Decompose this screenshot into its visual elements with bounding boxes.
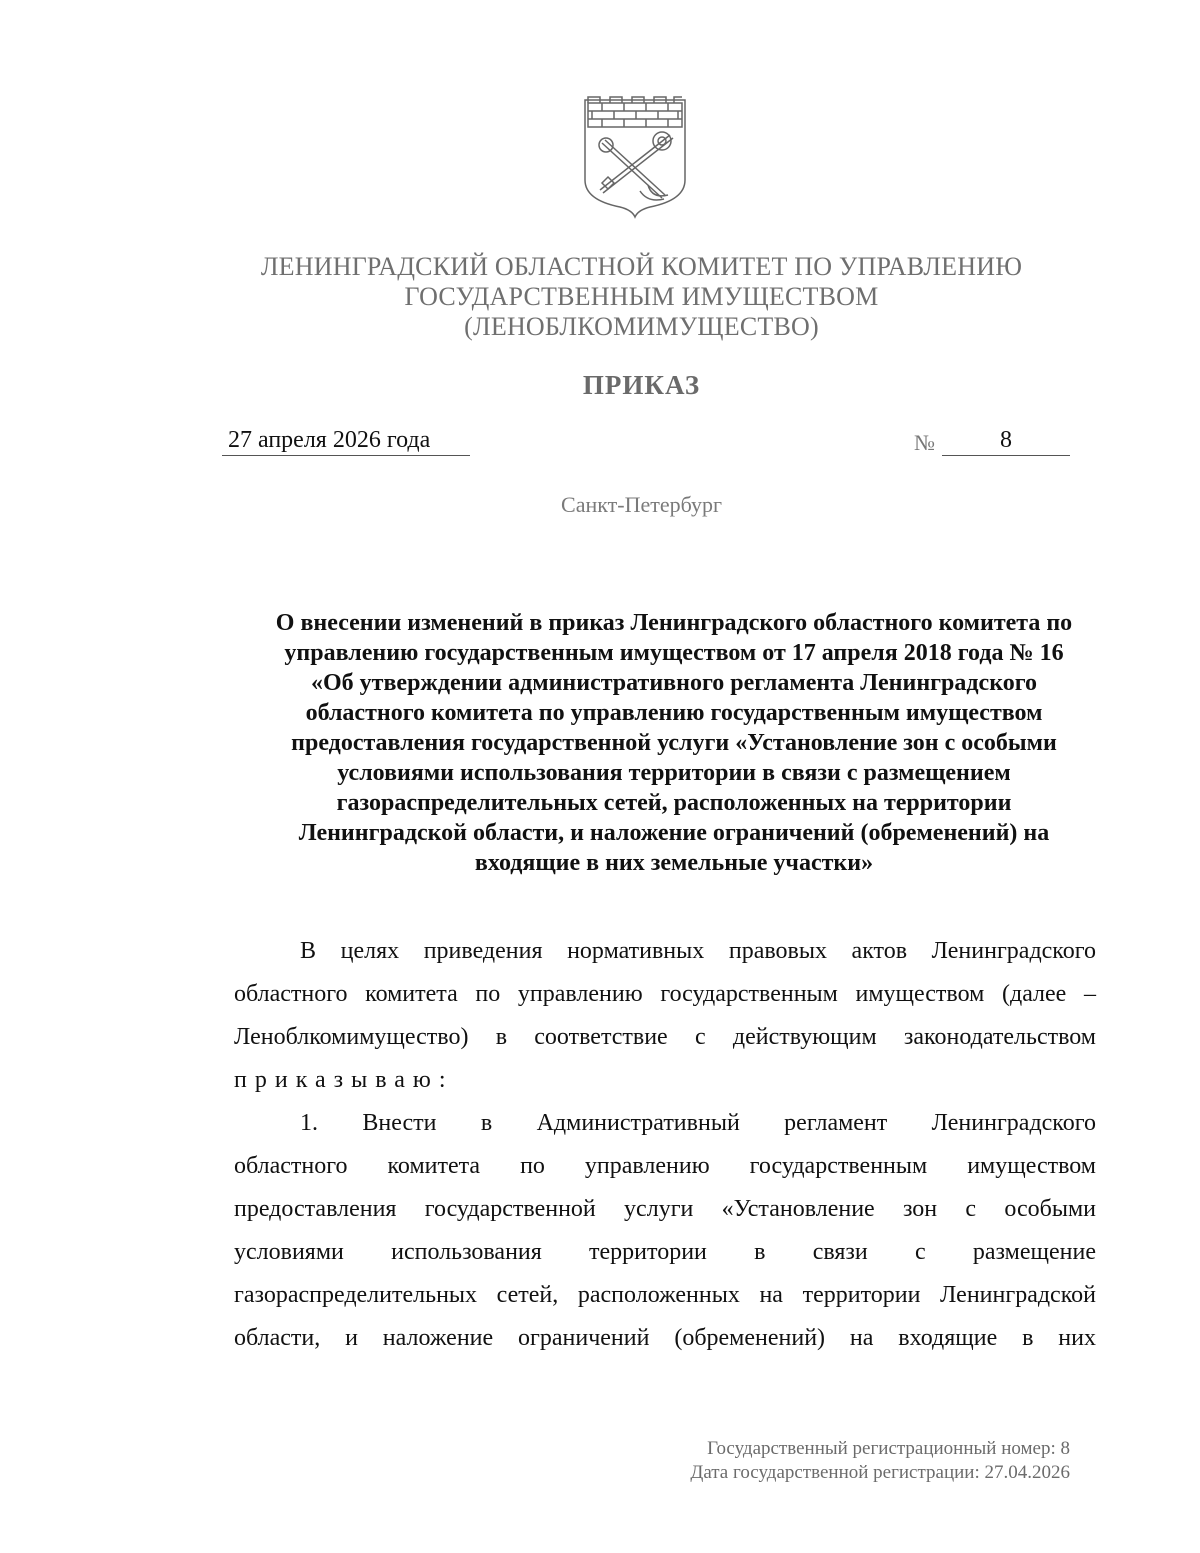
subject-line: газораспределительных сетей, расположенных на территории	[336, 790, 1012, 816]
city-name: Санкт-Петербург	[561, 492, 722, 517]
order-date: 27 апреля 2026 года	[222, 425, 470, 456]
body-line: В целях приведения нормативных правовых актов Ленинградского	[300, 938, 1096, 964]
subject-line: условиями использования территории в связи с размещением	[337, 760, 1011, 786]
order-number-label: №	[914, 430, 935, 455]
registration-date: Дата государственной регистрации: 27.04.2026	[690, 1462, 1070, 1483]
agency-name-line-1: ЛЕНИНГРАДСКИЙ ОБЛАСТНОЙ КОМИТЕТ ПО УПРАВЛЕНИЮ	[260, 252, 1023, 281]
registration-stamp	[690, 1437, 1070, 1485]
body-line-order-word: приказываю:	[234, 1067, 454, 1093]
body-line: областного комитета по управлению государственным имуществом	[234, 1153, 1096, 1179]
order-body-text	[234, 930, 1096, 1360]
body-line: области, и наложение ограничений (обременений) на входящие в них	[234, 1325, 1096, 1351]
order-subject-title	[230, 608, 1118, 878]
subject-line: предоставления государственной услуги «Установление зон с особыми	[291, 730, 1057, 756]
agency-short-name: (ЛЕНОБЛКОМИМУЩЕСТВО)	[464, 312, 819, 341]
body-line: Леноблкомимущество) в соответствие с действующим законодательством	[234, 1024, 1096, 1050]
subject-line: Ленинградской области, и наложение ограничений (обременений) на	[298, 820, 1050, 846]
body-line-item-1: 1. Внести в Административный регламент Ленинградского	[300, 1110, 1096, 1136]
coat-of-arms-emblem	[580, 95, 690, 220]
body-line: газораспределительных сетей, расположенных на территории Ленинградской	[234, 1282, 1096, 1308]
subject-line: областного комитета по управлению государственным имуществом	[305, 700, 1043, 726]
subject-line: О внесении изменений в приказ Ленинградского областного комитета по	[275, 610, 1073, 636]
body-line: условиями использования территории в связи с размещение	[234, 1239, 1096, 1265]
body-line: предоставления государственной услуги «Установление зон с особыми	[234, 1196, 1096, 1222]
agency-header	[0, 252, 1200, 342]
order-number: 8	[942, 425, 1070, 456]
registration-number: Государственный регистрационный номер: 8	[707, 1438, 1070, 1459]
subject-line: «Об утверждении административного регламента Ленинградского	[311, 670, 1037, 696]
subject-line: управлению государственным имуществом от 17 апреля 2018 года № 16	[284, 640, 1064, 666]
agency-name-line-2: ГОСУДАРСТВЕННЫМ ИМУЩЕСТВОМ	[404, 282, 879, 311]
body-line: областного комитета по управлению государственным имуществом (далее –	[234, 981, 1096, 1007]
document-type-title: ПРИКАЗ	[582, 370, 701, 400]
subject-line: входящие в них земельные участки»	[474, 850, 874, 876]
